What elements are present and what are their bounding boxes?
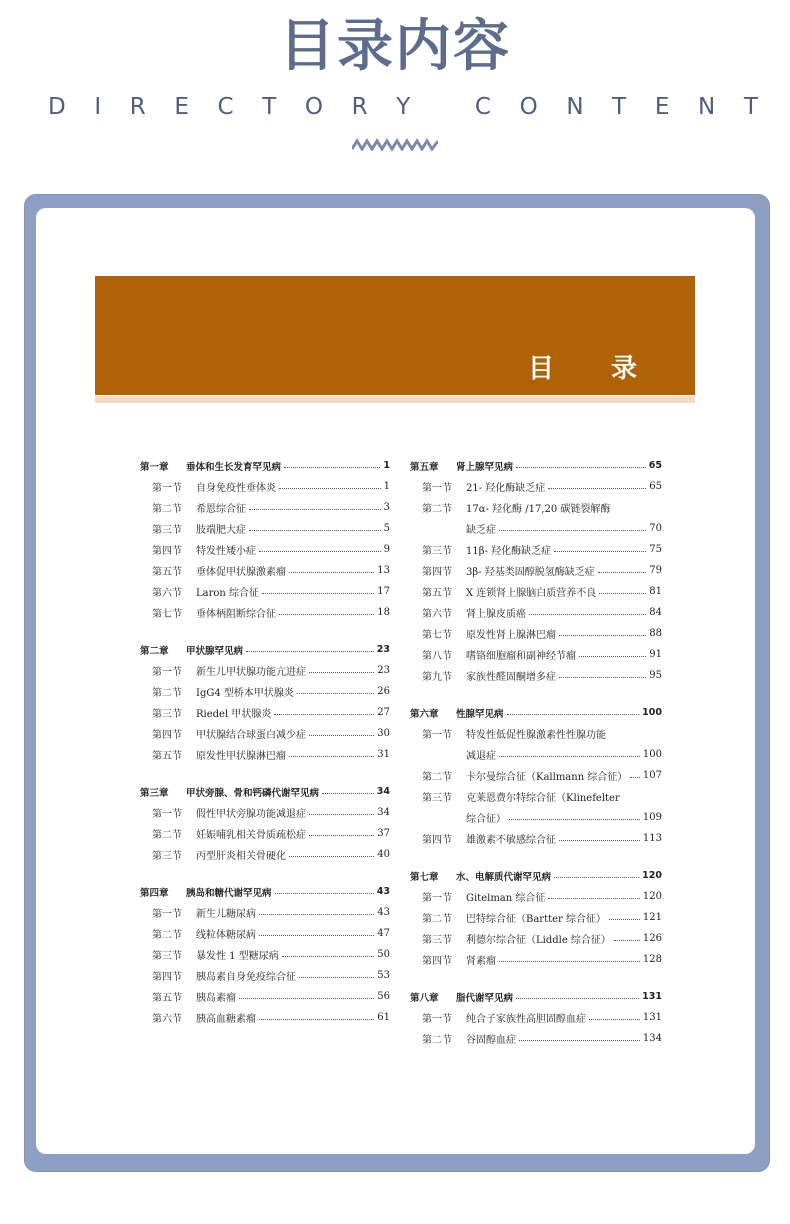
chapter-page: 23	[376, 644, 390, 655]
hero-subtitle-letter: O	[304, 94, 324, 120]
zigzag-ornament-icon	[352, 135, 438, 151]
toc-chapter	[410, 455, 662, 476]
section-number: 第八节	[422, 651, 452, 662]
toc-section	[410, 786, 662, 807]
toc-section	[410, 665, 662, 686]
section-page: 131	[642, 1012, 662, 1023]
section-title: 21- 羟化酶缺乏症	[466, 483, 546, 494]
toc-column-left	[140, 455, 390, 1028]
toc-section	[410, 1028, 662, 1049]
section-number: 第四节	[422, 567, 452, 578]
section-number: 第六节	[422, 609, 452, 620]
chapter-page: 34	[376, 786, 390, 797]
toc-section	[140, 986, 390, 1007]
hero-subtitle-letter: Y	[396, 94, 411, 120]
section-page: 18	[377, 607, 390, 618]
section-title: 减退症	[466, 751, 496, 762]
section-page: 81	[649, 586, 662, 597]
toc-section	[410, 949, 662, 970]
section-title: 利德尔综合征（Liddle 综合征）	[466, 935, 611, 946]
section-number: 第二节	[422, 1035, 452, 1046]
section-title: Gitelman 综合征	[466, 893, 546, 904]
hero-subtitle	[48, 94, 758, 120]
toc-section	[410, 644, 662, 665]
toc-section	[410, 518, 662, 539]
chapter-gap	[410, 849, 662, 865]
section-title: 谷固醇血症	[466, 1035, 516, 1046]
toc-chapter	[140, 455, 390, 476]
section-page: 128	[642, 954, 662, 965]
leader-dots	[554, 551, 646, 552]
chapter-page: 100	[642, 707, 662, 718]
section-number: 第一节	[422, 483, 452, 494]
section-page: 70	[649, 523, 662, 534]
section-page: 34	[377, 807, 390, 818]
banner-strip	[95, 396, 695, 403]
section-page: 31	[377, 749, 390, 760]
section-title: 假性甲状旁腺功能减退症	[196, 809, 306, 820]
toc-section	[140, 844, 390, 865]
section-number: 第七节	[152, 609, 182, 620]
leader-dots	[519, 1040, 640, 1041]
toc-section	[410, 886, 662, 907]
leader-dots	[579, 656, 646, 657]
section-title: 胰岛素自身免疫综合征	[196, 972, 296, 983]
section-page: 53	[377, 970, 390, 981]
toc-banner	[95, 276, 695, 395]
section-number: 第一节	[152, 809, 182, 820]
section-number: 第三节	[152, 525, 182, 536]
leader-dots	[279, 488, 381, 489]
leader-dots	[529, 614, 646, 615]
leader-dots	[249, 509, 381, 510]
section-page: 47	[377, 928, 390, 939]
section-page: 134	[642, 1033, 662, 1044]
hero-subtitle-letter: R	[351, 94, 368, 120]
section-title: 17α- 羟化酶 /17,20 碳链裂解酶	[466, 504, 611, 515]
section-number: 第四节	[152, 972, 182, 983]
section-page: 23	[377, 665, 390, 676]
hero-subtitle-letter: R	[129, 94, 146, 120]
toc-section	[410, 560, 662, 581]
section-number: 第二节	[152, 930, 182, 941]
leader-dots	[284, 467, 380, 468]
leader-dots	[322, 793, 374, 794]
leader-dots	[289, 756, 374, 757]
leader-dots	[516, 467, 646, 468]
section-page: 43	[377, 907, 390, 918]
leader-dots	[297, 693, 374, 694]
section-title: 原发性甲状腺淋巴瘤	[196, 751, 286, 762]
section-number: 第四节	[422, 835, 452, 846]
hero-subtitle-letter	[439, 94, 446, 120]
toc-chapter	[410, 986, 662, 1007]
toc-section	[410, 828, 662, 849]
leader-dots	[614, 940, 640, 941]
toc-section	[410, 928, 662, 949]
section-number: 第一节	[422, 893, 452, 904]
leader-dots	[507, 714, 640, 715]
section-page: 113	[642, 833, 662, 844]
section-number: 第二节	[152, 830, 182, 841]
leader-dots	[554, 877, 639, 878]
leader-dots	[548, 488, 646, 489]
section-page: 91	[649, 649, 662, 660]
section-number: 第二节	[422, 504, 452, 515]
section-title: 垂体柄阻断综合征	[196, 609, 276, 620]
leader-dots	[630, 777, 640, 778]
toc-section	[140, 744, 390, 765]
leader-dots	[599, 593, 646, 594]
leader-dots	[262, 593, 374, 594]
section-page: 27	[377, 707, 390, 718]
section-page: 126	[642, 933, 662, 944]
section-number: 第四节	[152, 546, 182, 557]
section-page: 95	[649, 670, 662, 681]
chapter-title: 水、电解质代谢罕见病	[456, 871, 552, 883]
leader-dots	[309, 672, 374, 673]
toc-section	[140, 823, 390, 844]
section-title: 线粒体糖尿病	[196, 930, 256, 941]
chapter-gap	[410, 686, 662, 702]
leader-dots	[559, 677, 646, 678]
section-number: 第三节	[152, 951, 182, 962]
hero-subtitle-letter: T	[743, 94, 758, 120]
leader-dots	[589, 1019, 640, 1020]
toc-banner-title: 目 录	[527, 354, 661, 384]
leader-dots	[609, 919, 640, 920]
chapter-number: 第七章	[410, 871, 439, 883]
section-title: 11β- 羟化酶缺乏症	[466, 546, 552, 557]
toc-section	[410, 476, 662, 497]
hero-subtitle-letter: T	[262, 94, 277, 120]
section-number: 第二节	[422, 772, 452, 783]
section-number: 第五节	[152, 993, 182, 1004]
section-number: 第六节	[152, 588, 182, 599]
toc-section	[140, 702, 390, 723]
chapter-title: 胰岛和糖代谢罕见病	[186, 887, 272, 899]
section-title: 家族性醛固酮增多症	[466, 672, 556, 683]
chapter-title: 脂代谢罕见病	[456, 992, 514, 1004]
chapter-title: 性腺罕见病	[456, 708, 504, 720]
section-title: 肾上腺皮质癌	[466, 609, 526, 620]
chapter-number: 第四章	[140, 887, 169, 899]
section-title: 综合征）	[466, 814, 506, 825]
section-number: 第六节	[152, 1014, 182, 1025]
chapter-gap	[140, 865, 390, 881]
toc-section	[410, 744, 662, 765]
section-title: 原发性肾上腺淋巴瘤	[466, 630, 556, 641]
hero-subtitle-letter: C	[217, 94, 234, 120]
section-number: 第九节	[422, 672, 452, 683]
section-title: 肾素瘤	[466, 956, 496, 967]
chapter-title: 垂体和生长发育罕见病	[186, 461, 282, 473]
chapter-gap	[410, 970, 662, 986]
section-page: 1	[383, 481, 390, 492]
section-title: 纯合子家族性高胆固醇血症	[466, 1014, 586, 1025]
section-title: 3β- 羟基类固醇脱氢酶缺乏症	[466, 567, 595, 578]
section-page: 26	[377, 686, 390, 697]
toc-section	[140, 518, 390, 539]
toc-section	[410, 623, 662, 644]
section-page: 120	[642, 891, 662, 902]
chapter-number: 第二章	[140, 645, 169, 657]
section-page: 50	[377, 949, 390, 960]
toc-section	[140, 476, 390, 497]
toc-chapter	[410, 702, 662, 723]
leader-dots	[499, 530, 646, 531]
section-number: 第一节	[152, 909, 182, 920]
hero-title: 目录内容	[279, 14, 511, 79]
toc-chapter	[140, 881, 390, 902]
section-title: Laron 综合征	[196, 588, 260, 599]
leader-dots	[309, 814, 374, 815]
toc-section	[410, 1007, 662, 1028]
section-page: 3	[383, 502, 390, 513]
leader-dots	[509, 819, 640, 820]
toc-section	[410, 765, 662, 786]
toc-chapter	[410, 865, 662, 886]
toc-section	[410, 581, 662, 602]
section-page: 61	[377, 1012, 390, 1023]
section-page: 56	[377, 991, 390, 1002]
section-title: 丙型肝炎相关骨硬化	[196, 851, 286, 862]
toc-chapter	[140, 781, 390, 802]
section-page: 121	[642, 912, 662, 923]
section-title: 克莱恩费尔特综合征（Klinefelter	[466, 793, 620, 804]
leader-dots	[279, 614, 374, 615]
section-number: 第三节	[152, 709, 182, 720]
chapter-page: 120	[642, 870, 662, 881]
toc-chapter	[140, 639, 390, 660]
toc-section	[410, 497, 662, 518]
section-number: 第三节	[422, 935, 452, 946]
section-page: 9	[383, 544, 390, 555]
section-number: 第二节	[152, 504, 182, 515]
section-number: 第二节	[422, 914, 452, 925]
hero-subtitle-letter: E	[654, 94, 670, 120]
toc-column-right	[410, 455, 662, 1049]
section-page: 100	[642, 749, 662, 760]
chapter-title: 甲状旁腺、骨和钙磷代谢罕见病	[186, 787, 320, 799]
toc-section	[140, 902, 390, 923]
leader-dots	[516, 998, 639, 999]
section-number: 第三节	[422, 793, 452, 804]
chapter-gap	[140, 765, 390, 781]
section-title: 嗜铬细胞瘤和副神经节瘤	[466, 651, 576, 662]
section-page: 65	[649, 481, 662, 492]
leader-dots	[259, 914, 374, 915]
section-number: 第一节	[422, 730, 452, 741]
leader-dots	[309, 735, 374, 736]
section-page: 107	[642, 770, 662, 781]
section-title: 甲状腺结合球蛋白减少症	[196, 730, 306, 741]
chapter-number: 第一章	[140, 461, 169, 473]
section-page: 40	[377, 849, 390, 860]
section-page: 88	[649, 628, 662, 639]
section-number: 第一节	[152, 667, 182, 678]
section-title: 雄激素不敏感综合征	[466, 835, 556, 846]
chapter-page: 131	[642, 991, 662, 1002]
toc-section	[140, 539, 390, 560]
leader-dots	[289, 572, 374, 573]
section-page: 75	[649, 544, 662, 555]
hero-subtitle-letter: E	[174, 94, 189, 120]
leader-dots	[275, 893, 374, 894]
section-title: 胰岛素瘤	[196, 993, 236, 1004]
toc-section	[140, 497, 390, 518]
section-title: 垂体促甲状腺激素瘤	[196, 567, 286, 578]
section-page: 79	[649, 565, 662, 576]
toc-section	[140, 602, 390, 623]
leader-dots	[559, 635, 646, 636]
toc-section	[140, 560, 390, 581]
section-number: 第四节	[422, 956, 452, 967]
section-title: 胰高血糖素瘤	[196, 1014, 256, 1025]
section-title: 特发性矮小症	[196, 546, 256, 557]
leader-dots	[259, 1019, 374, 1020]
leader-dots	[289, 856, 374, 857]
toc-section	[410, 907, 662, 928]
leader-dots	[259, 551, 381, 552]
section-page: 17	[377, 586, 390, 597]
toc-section	[410, 807, 662, 828]
leader-dots	[249, 530, 381, 531]
chapter-number: 第三章	[140, 787, 169, 799]
chapter-number: 第八章	[410, 992, 439, 1004]
hero-subtitle-letter: I	[94, 94, 102, 120]
section-page: 5	[383, 523, 390, 534]
section-number: 第五节	[152, 567, 182, 578]
leader-dots	[499, 961, 640, 962]
section-number: 第五节	[152, 751, 182, 762]
section-title: Riedel 甲状腺炎	[196, 709, 272, 720]
section-number: 第一节	[422, 1014, 452, 1025]
leader-dots	[282, 956, 375, 957]
leader-dots	[309, 835, 374, 836]
leader-dots	[259, 935, 374, 936]
section-title: 妊娠哺乳相关骨质疏松症	[196, 830, 306, 841]
toc-section	[140, 681, 390, 702]
chapter-number: 第五章	[410, 461, 439, 473]
hero-subtitle-letter: D	[48, 94, 66, 120]
section-title: 自身免疫性垂体炎	[196, 483, 276, 494]
chapter-page: 1	[383, 460, 390, 471]
section-page: 109	[642, 812, 662, 823]
leader-dots	[239, 998, 374, 999]
hero-subtitle-letter: T	[612, 94, 627, 120]
section-page: 30	[377, 728, 390, 739]
section-page: 13	[377, 565, 390, 576]
leader-dots	[274, 714, 374, 715]
leader-dots	[559, 840, 640, 841]
hero-subtitle-letter: O	[519, 94, 538, 120]
toc-section	[140, 965, 390, 986]
section-title: X 连锁肾上腺脑白质营养不良	[466, 588, 597, 599]
toc-section	[410, 723, 662, 744]
section-number: 第二节	[152, 688, 182, 699]
section-title: 肢端肥大症	[196, 525, 246, 536]
section-title: IgG4 型桥本甲状腺炎	[196, 688, 294, 699]
chapter-number: 第六章	[410, 708, 439, 720]
section-number: 第三节	[152, 851, 182, 862]
leader-dots	[548, 898, 640, 899]
leader-dots	[246, 651, 374, 652]
section-title: 新生儿糖尿病	[196, 909, 256, 920]
toc-section	[140, 1007, 390, 1028]
chapter-title: 甲状腺罕见病	[186, 645, 244, 657]
section-number: 第四节	[152, 730, 182, 741]
chapter-title: 肾上腺罕见病	[456, 461, 514, 473]
toc-section	[140, 581, 390, 602]
section-title: 新生儿甲状腺功能亢进症	[196, 667, 306, 678]
toc-section	[140, 944, 390, 965]
section-page: 37	[377, 828, 390, 839]
leader-dots	[299, 977, 374, 978]
toc-section	[140, 802, 390, 823]
hero-subtitle-letter: C	[474, 94, 491, 120]
toc-section	[410, 539, 662, 560]
section-number: 第五节	[422, 588, 452, 599]
section-number: 第三节	[422, 546, 452, 557]
hero-subtitle-letter: N	[566, 94, 584, 120]
section-number: 第一节	[152, 483, 182, 494]
toc-section	[140, 923, 390, 944]
section-title: 缺乏症	[466, 525, 496, 536]
toc-section	[140, 660, 390, 681]
section-title: 卡尔曼综合征（Kallmann 综合征）	[466, 772, 628, 783]
section-title: 特发性低促性腺激素性性腺功能	[466, 730, 606, 741]
leader-dots	[598, 572, 647, 573]
leader-dots	[499, 756, 640, 757]
section-title: 暴发性 1 型糖尿病	[196, 951, 279, 962]
toc-section	[140, 723, 390, 744]
section-number: 第七节	[422, 630, 452, 641]
toc-section	[410, 602, 662, 623]
chapter-page: 65	[648, 460, 662, 471]
chapter-page: 43	[376, 886, 390, 897]
hero-subtitle-letter: N	[698, 94, 716, 120]
section-title: 巴特综合征（Bartter 综合征）	[466, 914, 607, 925]
chapter-gap	[140, 623, 390, 639]
section-page: 84	[649, 607, 662, 618]
section-title: 希恩综合征	[196, 504, 246, 515]
